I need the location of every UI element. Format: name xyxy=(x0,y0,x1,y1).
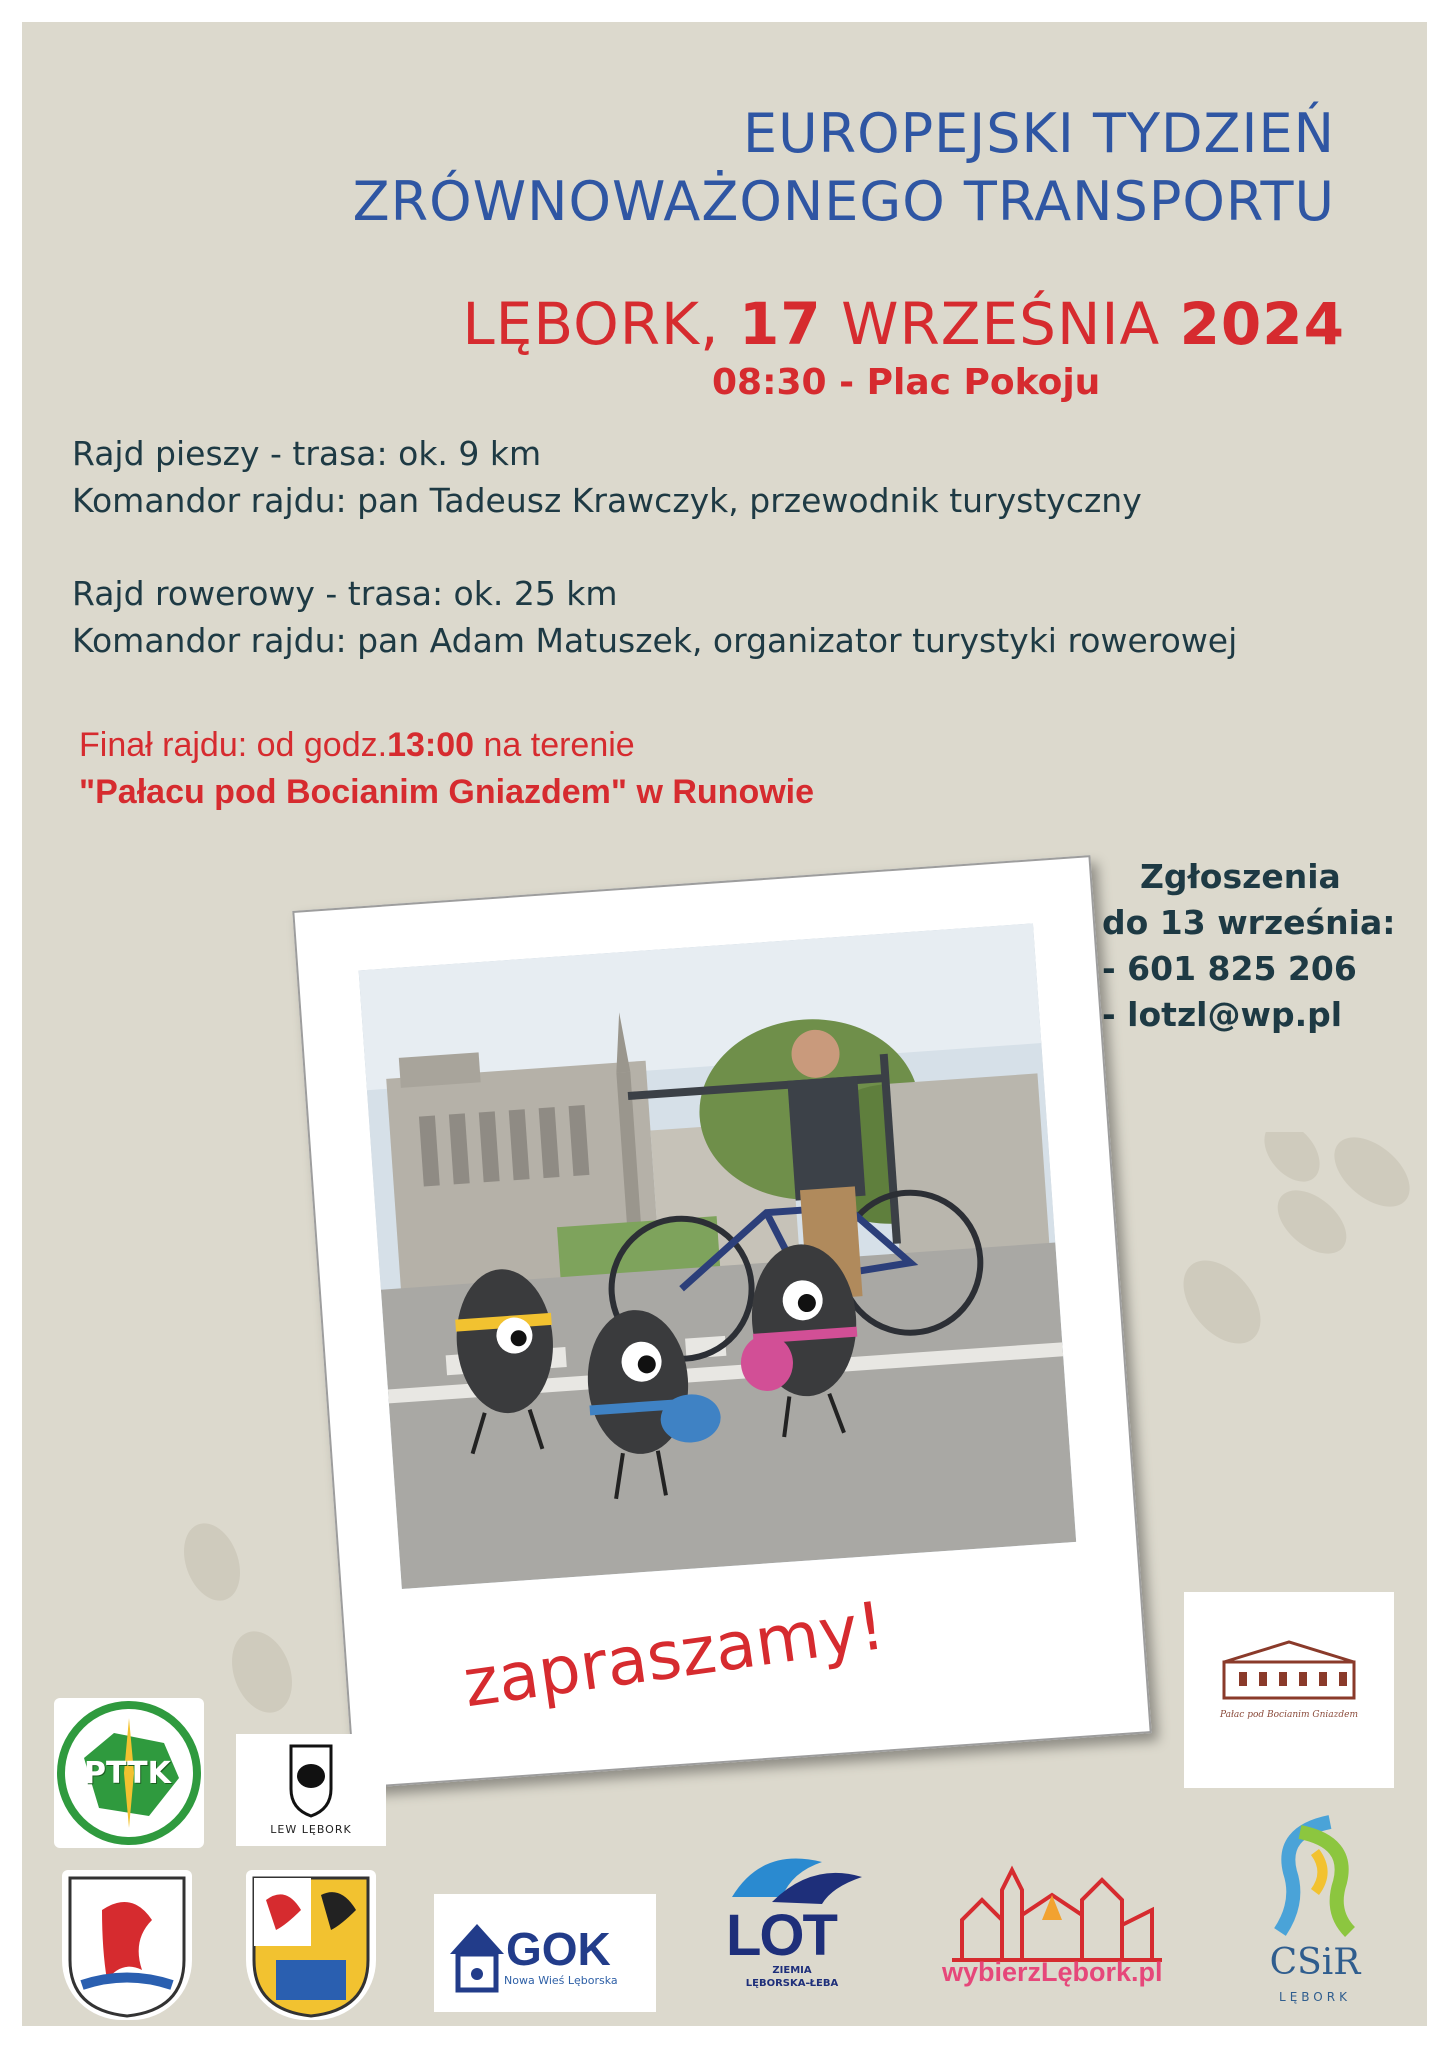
registration-email: - lotzl@wp.pl xyxy=(1102,995,1343,1034)
house-icon xyxy=(442,1894,512,2012)
bike-route: Rajd rowerowy - trasa: ok. 25 km xyxy=(72,574,618,613)
walk-route: Rajd pieszy - trasa: ok. 9 km xyxy=(72,434,542,473)
registration-deadline: do 13 września: xyxy=(1102,903,1396,942)
finale-time: 13:00 xyxy=(387,726,475,764)
walk-leader: Komandor rajdu: pan Tadeusz Krawczyk, przewodnik turystyczny xyxy=(72,481,1142,520)
finale-suffix: na terenie xyxy=(474,726,635,764)
title-line-2: ZRÓWNOWAŻONEGO TRANSPORTU xyxy=(352,170,1335,233)
town-skyline-icon xyxy=(942,1860,1172,1970)
poster xyxy=(22,22,1427,2026)
csir-subtitle: LĘBORK xyxy=(1279,1990,1351,2004)
date-day: 17 xyxy=(738,290,822,358)
registration-title: Zgłoszenia xyxy=(1140,857,1341,896)
walk-rally-info xyxy=(72,430,1142,524)
registration-phone: - 601 825 206 xyxy=(1102,949,1357,988)
palac-text: Pałac pod Bocianim Gniazdem xyxy=(1220,1710,1358,1720)
gok-subtitle: Nowa Wieś Lęborska xyxy=(504,1974,618,1987)
footprints-left-decoration xyxy=(152,1522,332,1722)
title-line-1: EUROPEJSKI TYDZIEŃ xyxy=(742,102,1335,165)
street-photo xyxy=(359,923,1077,1589)
lot-subtitle xyxy=(712,1964,872,1990)
lot-subtitle-2: LĘBORSKA-ŁEBA xyxy=(745,1978,839,1989)
finale-prefix: Finał rajdu: od godz. xyxy=(79,726,388,764)
date-month: WRZEŚNIA xyxy=(841,290,1161,358)
event-title xyxy=(353,100,1335,236)
event-time-place: 08:30 - Plac Pokoju xyxy=(712,362,1101,403)
district-coat-of-arms-icon xyxy=(246,1870,376,2020)
gok-text: GOK xyxy=(506,1923,611,1975)
bike-rally-info xyxy=(72,570,1237,664)
lew-lebork-logo xyxy=(236,1734,386,1846)
palace-icon xyxy=(1184,1592,1394,1712)
palac-logo xyxy=(1184,1592,1394,1788)
lot-subtitle-1: ZIEMIA xyxy=(772,1965,812,1976)
date-city: LĘBORK, xyxy=(462,290,720,358)
bike-leader: Komandor rajdu: pan Adam Matuszek, organizator turystyki rowerowej xyxy=(72,621,1238,660)
coat-of-arms-2 xyxy=(246,1870,376,2020)
pttk-logo xyxy=(54,1698,204,1848)
finale-place: "Pałacu pod Bocianim Gniazdem" w Runowie xyxy=(79,773,815,811)
wybierz-lebork-logo xyxy=(942,1860,1172,2010)
photo-caption: zapraszamy! xyxy=(458,1587,890,1723)
lew-lebork-text: LEW LĘBORK xyxy=(270,1823,352,1836)
csir-text: CSiR xyxy=(1269,1942,1361,1983)
lot-logo xyxy=(712,1842,872,2012)
lot-text: LOT xyxy=(726,1903,836,1968)
date-year: 2024 xyxy=(1179,290,1345,358)
pttk-text: PTTK xyxy=(84,1756,171,1791)
registration-info xyxy=(1102,854,1395,1038)
griffin-coat-of-arms-icon xyxy=(62,1870,192,2020)
coat-of-arms-1 xyxy=(62,1870,192,2020)
gok-logo xyxy=(434,1894,656,2012)
swirl-icon xyxy=(1260,1812,1370,1942)
wybierz-lebork-text: wybierzLębork.pl xyxy=(942,1957,1163,1987)
event-date xyxy=(462,290,1345,358)
csir-logo xyxy=(1260,1812,1370,2012)
footprints-right-decoration xyxy=(1162,1132,1422,1382)
finale-info xyxy=(79,722,814,816)
polaroid-photo xyxy=(292,855,1151,1789)
